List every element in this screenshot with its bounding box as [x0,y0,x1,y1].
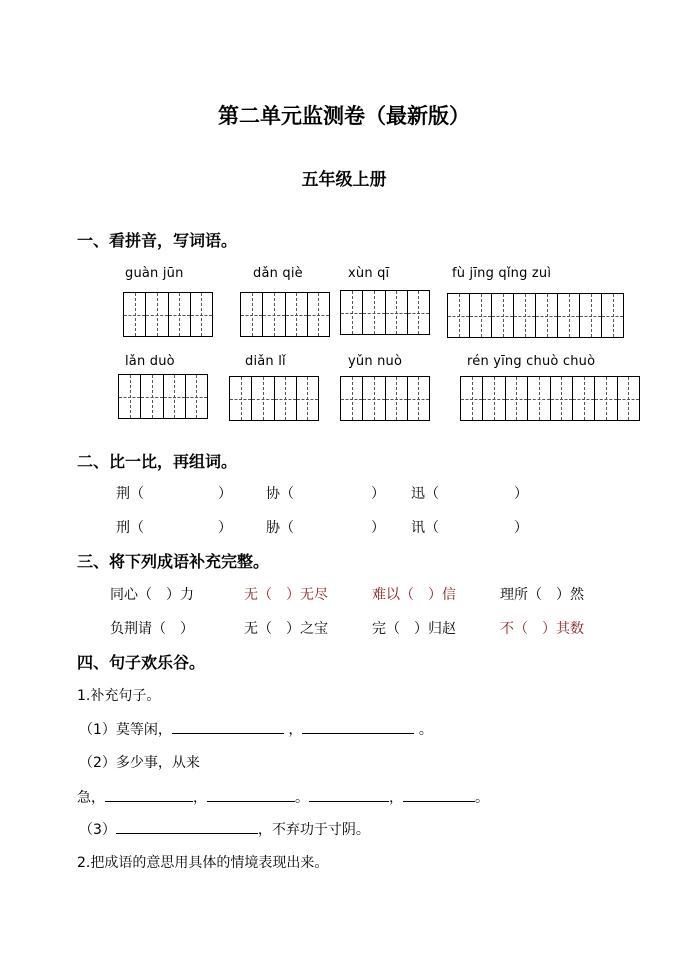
answer-blank[interactable] [116,819,258,834]
paren-close: ） [218,520,232,536]
writing-grid[interactable] [447,293,624,338]
answer-blank[interactable] [207,787,295,802]
idiom-item: 完（ ）归赵 [372,621,456,637]
section-1-heading: 一、看拼音，写词语。 [77,231,238,250]
writing-grid[interactable] [240,292,330,337]
punct: 。 [418,722,433,738]
paren-close: ） [371,520,385,536]
compare-char: 协（ [266,486,294,502]
punct: ， [193,790,207,806]
writing-grid[interactable] [340,376,430,421]
question-1: 1.补充句子。 [77,688,161,704]
sentence-3-label: （3） [79,822,116,838]
section-2-heading: 二、比一比，再组词。 [77,452,238,471]
pinyin-label: rén yīng chuò chuò [467,354,596,369]
pinyin-label: yǔn nuò [348,354,403,369]
paren-close: ） [218,486,232,502]
idiom-item: 负荆请（ ） [110,621,194,637]
answer-blank[interactable] [309,787,389,802]
compare-char: 迅（ [411,486,439,502]
compare-char: 讯（ [411,520,439,536]
page-subtitle: 五年级上册 [301,170,387,190]
section-4-heading: 四、句子欢乐谷。 [77,653,206,672]
sentence-1-label: （1）莫等闲， [79,722,172,738]
sentence-3-end: ，不弃功于寸阴。 [257,822,370,838]
sentence-1-row [79,719,433,739]
compare-char: 刑（ [116,520,144,536]
pinyin-label: guàn jūn [125,266,184,281]
sentence-2-label: （2）多少事，从来 [79,755,200,771]
pinyin-label: dǎn qiè [253,266,303,281]
compare-char: 胁（ [266,520,294,536]
writing-grid[interactable] [340,290,430,335]
answer-blank[interactable] [302,719,414,734]
writing-grid[interactable] [229,376,319,421]
paren-close: ） [514,520,528,536]
sentence-2-row [77,787,489,807]
pinyin-label: lǎn duò [125,354,175,369]
answer-blank[interactable] [105,787,193,802]
paren-close: ） [514,486,528,502]
section-3-heading: 三、将下列成语补充完整。 [77,552,270,571]
punct: 。 [475,790,489,806]
compare-char: 荆（ [116,486,144,502]
idiom-item: 不（ ）其数 [500,621,584,637]
punct: ， [389,790,403,806]
pinyin-label: diǎn lǐ [245,354,286,369]
sentence-2-cont: 急， [77,790,105,806]
writing-grid[interactable] [118,374,208,419]
idiom-item: 难以（ ）信 [372,587,456,603]
idiom-item: 无（ ）之宝 [244,621,328,637]
pinyin-label: xùn qī [348,266,390,281]
paren-close: ） [371,486,385,502]
sentence-3-row [79,819,370,839]
writing-grid[interactable] [460,376,640,421]
answer-blank[interactable] [403,787,475,802]
page-title: 第二单元监测卷（最新版） [218,104,470,128]
idiom-item: 理所（ ）然 [500,587,584,603]
punct: ， [288,722,303,738]
question-2: 2.把成语的意思用具体的情境表现出来。 [77,855,329,871]
punct: 。 [295,790,309,806]
answer-blank[interactable] [172,719,284,734]
writing-grid[interactable] [123,292,213,337]
idiom-item: 同心（ ）力 [110,587,194,603]
idiom-item: 无（ ）无尽 [244,587,328,603]
pinyin-label: fù jīng qǐng zuì [452,266,552,281]
